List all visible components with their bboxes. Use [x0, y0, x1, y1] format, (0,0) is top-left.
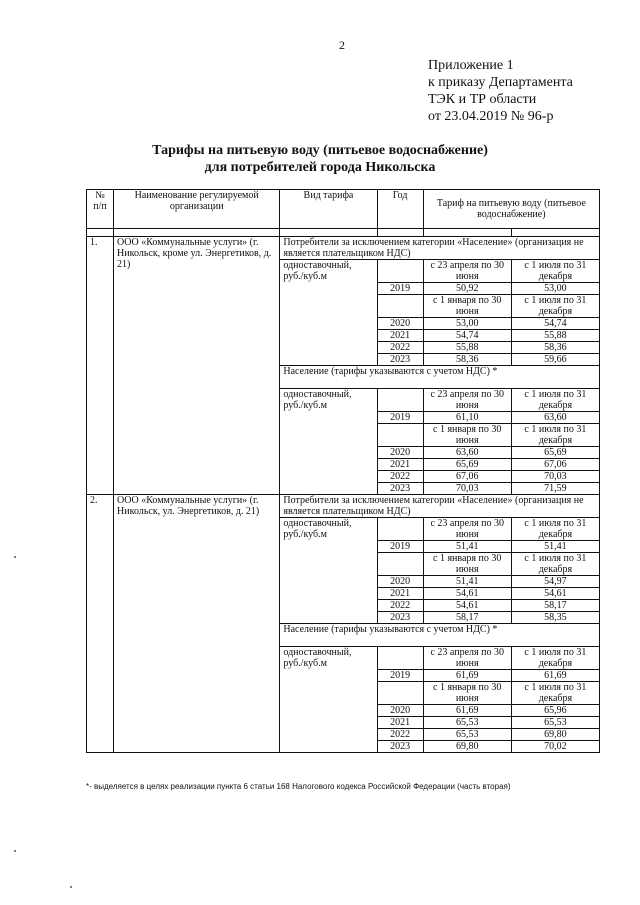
footnote: *- выделяется в целях реализации пункта 6 статьи 168 Налогового кодекса Российской Федерации (часть вторая)	[86, 782, 511, 791]
period-second-half: с 1 июля по 31 декабря	[511, 647, 599, 670]
tariff-value-second: 69,80	[511, 729, 599, 741]
tariff-value-first: 67,06	[423, 471, 511, 483]
year-cell-empty	[377, 424, 423, 447]
year-cell: 2019	[377, 541, 423, 553]
tariff-value-first: 61,69	[423, 705, 511, 717]
tariff-value-second: 55,88	[511, 330, 599, 342]
tariff-value-first: 58,17	[423, 612, 511, 624]
tariff-value-second: 61,69	[511, 670, 599, 682]
header-tariff: Тариф на питьевую воду (питьевое водоснабжение)	[423, 190, 599, 229]
period-second-half: с 1 июля по 31 декабря	[511, 389, 599, 412]
period-first-half: с 1 января по 30 июня	[423, 682, 511, 705]
period-first-half: с 23 апреля по 30 июня	[423, 518, 511, 541]
year-cell: 2023	[377, 741, 423, 753]
year-cell: 2022	[377, 342, 423, 354]
tariff-value-second: 54,97	[511, 576, 599, 588]
tariff-value-first: 54,61	[423, 600, 511, 612]
tariff-value-first: 50,92	[423, 283, 511, 295]
tariff-value-second: 53,00	[511, 283, 599, 295]
tariff-value-first: 70,03	[423, 483, 511, 495]
year-cell: 2020	[377, 576, 423, 588]
tariff-value-first: 55,88	[423, 342, 511, 354]
tariff-value-first: 63,60	[423, 447, 511, 459]
year-cell-empty	[377, 647, 423, 670]
tariff-value-second: 63,60	[511, 412, 599, 424]
tariff-value-second: 58,36	[511, 342, 599, 354]
appendix-line: ТЭК и ТР области	[428, 92, 537, 107]
year-cell-empty	[377, 389, 423, 412]
table-header-row	[87, 190, 600, 229]
year-cell: 2021	[377, 717, 423, 729]
tariff-value-second: 51,41	[511, 541, 599, 553]
tariff-value-second: 54,61	[511, 588, 599, 600]
tariff-value-second: 58,17	[511, 600, 599, 612]
tariff-value-first: 61,69	[423, 670, 511, 682]
tariff-value-second: 65,53	[511, 717, 599, 729]
scan-speck	[14, 850, 16, 852]
tariff-value-second: 71,59	[511, 483, 599, 495]
consumer-category: Потребители за исключением категории «Население» (организация не является плательщиком НДС)	[280, 495, 600, 518]
year-cell: 2023	[377, 483, 423, 495]
page-number: 2	[339, 38, 345, 52]
period-second-half: с 1 июля по 31 декабря	[511, 682, 599, 705]
period-first-half: с 23 апреля по 30 июня	[423, 260, 511, 283]
header-num: № п/п	[87, 190, 114, 229]
org-name: ООО «Коммунальные услуги» (г. Никольск, кроме ул. Энергетиков, д. 21)	[114, 237, 280, 495]
tariff-value-first: 65,53	[423, 729, 511, 741]
period-first-half: с 1 января по 30 июня	[423, 553, 511, 576]
period-second-half: с 1 июля по 31 декабря	[511, 295, 599, 318]
appendix-header	[428, 57, 573, 125]
tariff-value-first: 51,41	[423, 576, 511, 588]
year-cell: 2019	[377, 283, 423, 295]
year-cell: 2021	[377, 330, 423, 342]
tariff-value-second: 54,74	[511, 318, 599, 330]
year-cell: 2021	[377, 459, 423, 471]
title-line: Тарифы на питьевую воду (питьевое водоснабжение)	[152, 143, 488, 158]
year-cell-empty	[377, 518, 423, 541]
appendix-line: к приказу Департамента	[428, 75, 573, 90]
tariff-value-second: 65,96	[511, 705, 599, 717]
tariff-type: одноставочный, руб./куб.м	[280, 260, 377, 366]
document-title	[0, 142, 640, 176]
tariff-type: одноставочный, руб./куб.м	[280, 518, 377, 624]
period-first-half: с 1 января по 30 июня	[423, 295, 511, 318]
year-cell-empty	[377, 260, 423, 283]
year-cell: 2019	[377, 412, 423, 424]
tariff-value-first: 53,00	[423, 318, 511, 330]
period-first-half: с 23 апреля по 30 июня	[423, 389, 511, 412]
header-spacer-row	[87, 229, 600, 237]
tariff-value-first: 54,61	[423, 588, 511, 600]
tariff-value-second: 70,03	[511, 471, 599, 483]
tariff-value-first: 54,74	[423, 330, 511, 342]
year-cell: 2021	[377, 588, 423, 600]
period-second-half: с 1 июля по 31 декабря	[511, 260, 599, 283]
tariff-table	[86, 189, 600, 753]
appendix-line: Приложение 1	[428, 58, 514, 73]
consumer-category: Потребители за исключением категории «Население» (организация не является плательщиком НДС)	[280, 237, 600, 260]
tariff-value-second: 70,02	[511, 741, 599, 753]
year-cell: 2023	[377, 354, 423, 366]
consumer-category: Население (тарифы указываются с учетом НДС) *	[280, 366, 600, 389]
period-second-half: с 1 июля по 31 декабря	[511, 424, 599, 447]
tariff-value-second: 58,35	[511, 612, 599, 624]
header-year: Год	[377, 190, 423, 229]
scan-speck	[70, 886, 72, 888]
tariff-value-first: 61,10	[423, 412, 511, 424]
tariff-value-second: 59,66	[511, 354, 599, 366]
tariff-value-first: 65,69	[423, 459, 511, 471]
title-line: для потребителей города Никольска	[204, 160, 436, 175]
year-cell: 2020	[377, 318, 423, 330]
tariff-value-second: 65,69	[511, 447, 599, 459]
tariff-value-second: 67,06	[511, 459, 599, 471]
tariff-type: одноставочный, руб./куб.м	[280, 389, 377, 495]
period-first-half: с 1 января по 30 июня	[423, 424, 511, 447]
tariff-value-first: 51,41	[423, 541, 511, 553]
year-cell-empty	[377, 553, 423, 576]
appendix-line: от 23.04.2019 № 96-р	[428, 109, 554, 124]
year-cell: 2022	[377, 729, 423, 741]
tariff-value-first: 58,36	[423, 354, 511, 366]
header-type: Вид тарифа	[280, 190, 377, 229]
header-org: Наименование регулируемой организации	[114, 190, 280, 229]
period-second-half: с 1 июля по 31 декабря	[511, 553, 599, 576]
year-cell-empty	[377, 682, 423, 705]
org-number: 1.	[87, 237, 114, 495]
org-number: 2.	[87, 495, 114, 753]
scan-speck	[14, 556, 16, 558]
period-second-half: с 1 июля по 31 декабря	[511, 518, 599, 541]
tariff-value-first: 65,53	[423, 717, 511, 729]
year-cell: 2019	[377, 670, 423, 682]
period-first-half: с 23 апреля по 30 июня	[423, 647, 511, 670]
year-cell: 2022	[377, 471, 423, 483]
org-name: ООО «Коммунальные услуги» (г. Никольск, ул. Энергетиков, д. 21)	[114, 495, 280, 753]
tariff-value-first: 69,80	[423, 741, 511, 753]
year-cell: 2022	[377, 600, 423, 612]
year-cell: 2020	[377, 447, 423, 459]
consumer-category: Население (тарифы указываются с учетом НДС) *	[280, 624, 600, 647]
category-row	[87, 237, 600, 260]
tariff-type: одноставочный, руб./куб.м	[280, 647, 377, 753]
year-cell: 2023	[377, 612, 423, 624]
year-cell: 2020	[377, 705, 423, 717]
year-cell-empty	[377, 295, 423, 318]
category-row	[87, 495, 600, 518]
